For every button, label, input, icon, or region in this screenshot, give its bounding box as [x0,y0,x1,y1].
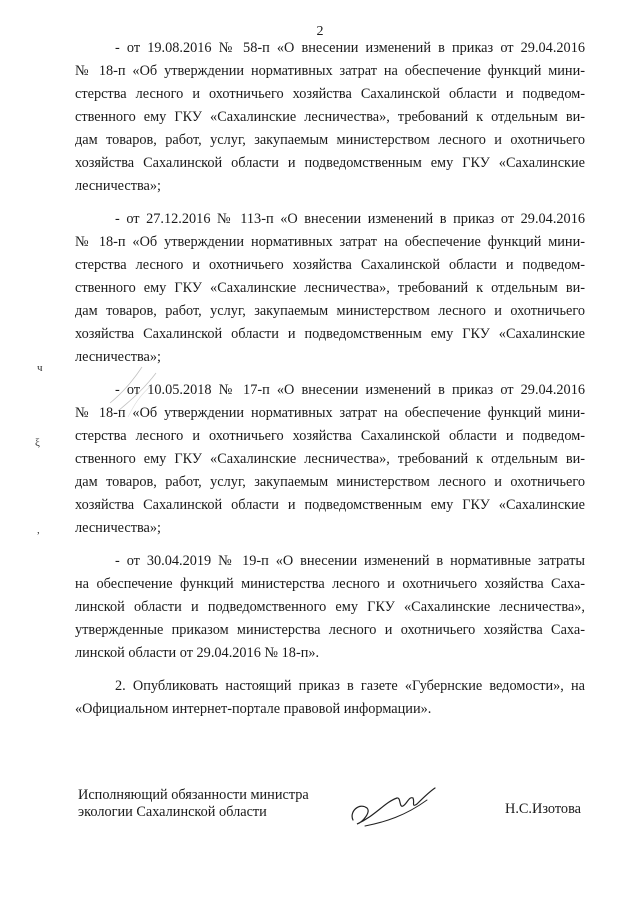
scan-mark: ξ [35,437,40,449]
text-line: ственного ему ГКУ «Сахалинские лесничества», требований к отдельным ви- [75,280,585,296]
handwritten-signature [345,782,440,832]
text-line: стерства лесного и охотничьего хозяйства Сахалинской области и подведом- [75,86,585,102]
signatory-name: Н.С.Изотова [505,801,581,817]
text-line: ственного ему ГКУ «Сахалинские лесничества», требований к отдельным ви- [75,451,585,467]
text-line: № 18-п «Об утверждении нормативных затрат на обеспечение функций мини- [75,63,585,79]
text-line: дам товаров, работ, услуг, закупаемым министерством лесного и охотничьего [75,474,585,490]
text-line: линской области и подведомственного ему ГКУ «Сахалинские лесничества», [75,599,585,615]
text-line: на обеспечение функций министерства лесного и охотничьего хозяйства Саха- [75,576,585,592]
text-line: лесничества»; [75,178,161,194]
text-line: - от 30.04.2019 № 19-п «О внесении изменений в нормативные затраты [115,553,585,569]
text-line: № 18-п «Об утверждении нормативных затрат на обеспечение функций мини- [75,405,585,421]
text-line: хозяйства Сахалинской области и подведомственным ему ГКУ «Сахалинские [75,326,585,342]
text-line: стерства лесного и охотничьего хозяйства Сахалинской области и подведом- [75,257,585,273]
scan-mark: , [37,524,40,536]
text-line: - от 27.12.2016 № 113-п «О внесении изменений в приказ от 29.04.2016 [115,211,585,227]
text-line: стерства лесного и охотничьего хозяйства Сахалинской области и подведом- [75,428,585,444]
text-line: «Официальном интернет-портале правовой информации». [75,701,432,717]
text-line: - от 19.08.2016 № 58-п «О внесении изменений в приказ от 29.04.2016 [115,40,585,56]
text-line: дам товаров, работ, услуг, закупаемым министерством лесного и охотничьего [75,303,585,319]
text-line: хозяйства Сахалинской области и подведомственным ему ГКУ «Сахалинские [75,497,585,513]
signatory-title: экологии Сахалинской области [78,804,267,820]
text-line: № 18-п «Об утверждении нормативных затрат на обеспечение функций мини- [75,234,585,250]
stamp-mark [100,355,170,425]
text-line: лесничества»; [75,520,161,536]
text-line: 2. Опубликовать настоящий приказ в газете «Губернские ведомости», на [115,678,585,694]
text-line: ственного ему ГКУ «Сахалинские лесничества», требований к отдельным ви- [75,109,585,125]
text-line: хозяйства Сахалинской области и подведомственным ему ГКУ «Сахалинские [75,155,585,171]
signatory-title: Исполняющий обязанности министра [78,787,309,803]
text-line: утвержденные приказом министерства лесного и охотничьего хозяйства Саха- [75,622,585,638]
scan-mark: ч [37,362,43,374]
text-line: дам товаров, работ, услуг, закупаемым министерством лесного и охотничьего [75,132,585,148]
page-number: 2 [316,24,324,39]
text-line: линской области от 29.04.2016 № 18-п». [75,645,320,661]
text-line: лесничества»; [75,349,161,365]
text-line: - от 10.05.2018 № 17-п «О внесении изменений в приказ от 29.04.2016 [115,382,585,398]
